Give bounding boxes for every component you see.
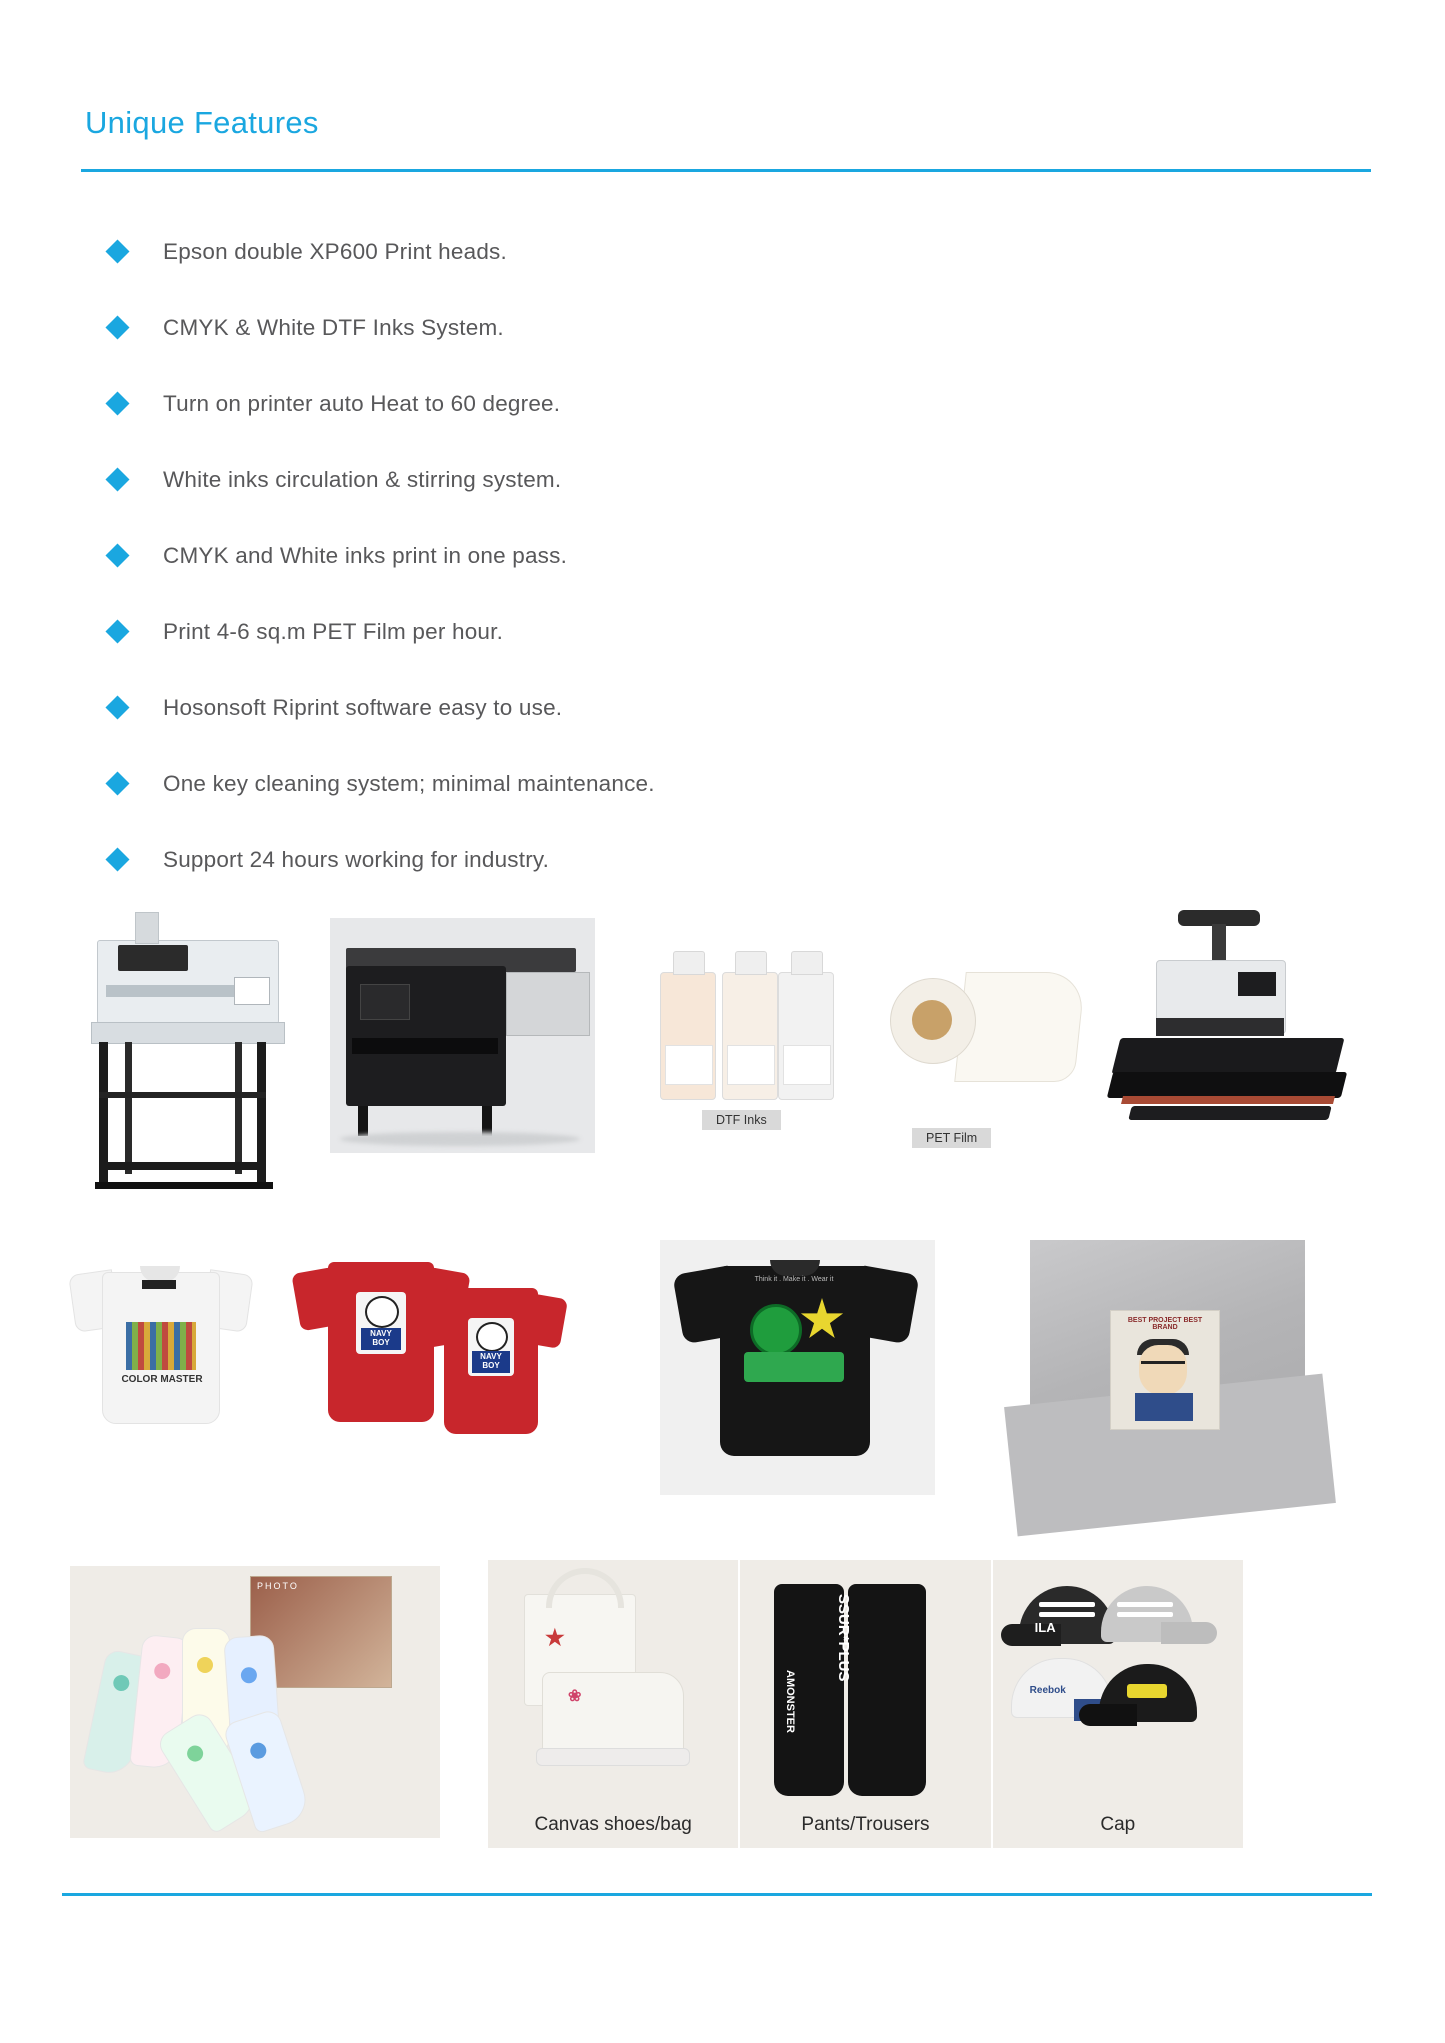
- list-item: [104, 517, 1104, 593]
- diamond-bullet-icon: [105, 847, 129, 871]
- feature-text: CMYK & White DTF Inks System.: [163, 314, 504, 340]
- list-item: [104, 669, 1104, 745]
- panel-canvas-shoes-bag: [488, 1560, 740, 1848]
- oven-feed-slot: [352, 1038, 498, 1054]
- tee-print-graphic: [126, 1322, 196, 1370]
- bottle-label: [783, 1045, 831, 1085]
- diamond-bullet-icon: [105, 315, 129, 339]
- red-t-shirts-sample: [300, 1248, 560, 1463]
- diamond-bullet-icon: [105, 771, 129, 795]
- cap-brim: [1079, 1704, 1137, 1726]
- gallery-row-machines: [0, 910, 1445, 1260]
- printer-stand-leg: [99, 1042, 108, 1182]
- tee-chest-tag: [142, 1280, 176, 1289]
- feature-text: CMYK and White inks print in one pass.: [163, 542, 568, 568]
- flower-print-icon: [112, 1674, 131, 1693]
- accessory-panels: [488, 1560, 1243, 1848]
- flower-print-icon: [197, 1657, 213, 1673]
- tee-print-text: NAVY BOY: [361, 1328, 401, 1350]
- gallery-row-garments: [0, 1240, 1445, 1505]
- feature-text: Support 24 hours working for industry.: [163, 846, 550, 872]
- bag-print-graphic: ★: [545, 1625, 565, 1650]
- dtf-inks-caption: DTF Inks: [702, 1110, 781, 1130]
- oven-shadow: [340, 1132, 580, 1146]
- cap-stripe: [1117, 1602, 1173, 1607]
- grey-hoodie-sample: [1030, 1240, 1305, 1500]
- diamond-bullet-icon: [105, 695, 129, 719]
- diamond-bullet-icon: [105, 239, 129, 263]
- printer-stand-leg: [257, 1042, 266, 1182]
- trouser-print-subtext: AMONSTER: [784, 1670, 797, 1733]
- panel-label: Pants/Trousers: [801, 1814, 930, 1835]
- printer-head-cover: [118, 945, 188, 971]
- tee-print-graphic: [356, 1292, 406, 1354]
- dtf-printer-photo: [85, 910, 290, 1190]
- printer-control-panel: [234, 977, 270, 1005]
- magazine-text: PHOTO: [257, 1581, 299, 1591]
- list-item: [104, 593, 1104, 669]
- panel-label: Cap: [1100, 1814, 1136, 1835]
- print-body-shape: [1135, 1393, 1193, 1421]
- printer-stand-leg: [235, 1042, 242, 1174]
- feature-list: [104, 213, 1104, 897]
- tee-print-text: COLOR MASTER: [121, 1374, 203, 1385]
- diamond-bullet-icon: [105, 467, 129, 491]
- ink-bottle: [660, 972, 716, 1100]
- list-item: [104, 441, 1104, 517]
- oven-output-tray: [506, 972, 590, 1036]
- bag-handle: [546, 1568, 624, 1608]
- diamond-bullet-icon: [105, 619, 129, 643]
- list-item: [104, 745, 1104, 821]
- printer-stand-crossbar: [99, 1162, 266, 1170]
- printer-base: [91, 1022, 285, 1044]
- tee-print-text: NAVY BOY: [472, 1351, 510, 1373]
- press-lower-platen: [1112, 1038, 1345, 1074]
- list-item: [104, 289, 1104, 365]
- panda-face-icon: [476, 1322, 508, 1352]
- printer-top-body: [97, 940, 279, 1024]
- bottle-cap: [735, 951, 767, 975]
- list-item: [104, 213, 1104, 289]
- list-item: [104, 365, 1104, 441]
- bottle-label: [665, 1045, 713, 1085]
- cap-item-dark: [1099, 1664, 1197, 1722]
- pet-film-caption: PET Film: [912, 1128, 991, 1148]
- page-title: Unique Features: [85, 105, 319, 140]
- heat-press-photo: [1108, 910, 1348, 1160]
- print-glasses-icon: [1141, 1361, 1185, 1376]
- white-t-shirt-sample: [80, 1254, 255, 1464]
- trouser-leg: [848, 1584, 926, 1796]
- ink-bottle: [778, 972, 834, 1100]
- diamond-bullet-icon: [105, 391, 129, 415]
- ink-bottle: [722, 972, 778, 1100]
- diamond-bullet-icon: [105, 543, 129, 567]
- header-divider: [81, 169, 1371, 172]
- flower-print-icon: [240, 1667, 257, 1684]
- list-item: [104, 821, 1104, 897]
- cap-print-graphic: [1127, 1684, 1167, 1698]
- film-core: [912, 1000, 952, 1040]
- bottle-cap: [673, 951, 705, 975]
- page-header: [85, 105, 1360, 155]
- black-t-shirt-sample: [660, 1240, 935, 1495]
- powder-shaker-oven-photo: [330, 918, 595, 1153]
- feature-text: One key cleaning system; minimal maintenance.: [163, 770, 655, 796]
- printer-head-mount: [135, 912, 159, 944]
- printer-stand-leg: [125, 1042, 132, 1174]
- feature-text: Turn on printer auto Heat to 60 degree.: [163, 390, 561, 416]
- feature-text: Epson double XP600 Print heads.: [163, 238, 507, 264]
- hoodie-print-graphic: [1110, 1310, 1220, 1430]
- red-tee-small: [420, 1278, 560, 1458]
- pet-film-photo: [890, 952, 1070, 1145]
- press-heat-platen: [1156, 1018, 1284, 1036]
- tee-print-graphic: [750, 1304, 802, 1356]
- cap-stripe: [1039, 1612, 1095, 1617]
- panel-cap: [993, 1560, 1243, 1848]
- flower-print-icon: [153, 1662, 171, 1680]
- press-display: [1238, 972, 1276, 996]
- oven-control-panel: [360, 984, 410, 1020]
- press-arm: [1212, 924, 1226, 964]
- bottle-cap: [791, 951, 823, 975]
- flower-print-icon: [184, 1743, 206, 1765]
- tee-print-graphic: [468, 1318, 514, 1376]
- feature-text: White inks circulation & stirring system.: [163, 466, 562, 492]
- footer-divider: [62, 1893, 1372, 1896]
- hoodie-print-text: BEST PROJECT BEST BRAND: [1127, 1317, 1203, 1331]
- panda-face-icon: [365, 1296, 399, 1328]
- feature-text: Hosonsoft Riprint software easy to use.: [163, 694, 563, 720]
- press-base: [1107, 1072, 1347, 1098]
- gallery-row-accessories: [0, 1560, 1445, 1860]
- panel-label: Canvas shoes/bag: [534, 1814, 692, 1835]
- cap-item-grey: [1101, 1586, 1193, 1642]
- shoe-print-graphic: ❀: [568, 1688, 582, 1705]
- cap-brim: [1161, 1622, 1217, 1644]
- cap-brand-text: Reebok: [1029, 1685, 1066, 1696]
- tee-print-top-text: Think it . Make it . Wear it: [754, 1276, 834, 1283]
- press-foot: [1128, 1106, 1331, 1120]
- oven-leg: [358, 1106, 368, 1136]
- cap-stripe: [1039, 1602, 1095, 1607]
- feature-text: Print 4-6 sq.m PET Film per hour.: [163, 618, 504, 644]
- dtf-inks-photo: [660, 930, 850, 1130]
- flower-print-icon: [248, 1741, 268, 1761]
- shoe-sole: [536, 1748, 690, 1766]
- panel-pants-trousers: [740, 1560, 992, 1848]
- bottle-label: [727, 1045, 775, 1085]
- printer-stand-foot: [95, 1182, 273, 1189]
- tee-print-banner: [744, 1352, 844, 1382]
- printed-socks-sample: [70, 1566, 440, 1838]
- trouser-print-text: SSUR*PLUS: [835, 1594, 853, 1682]
- printer-stand-crossbar: [99, 1092, 266, 1098]
- cap-brand-text: ILA: [1034, 1620, 1056, 1635]
- cap-stripe: [1117, 1612, 1173, 1617]
- press-base-accent: [1121, 1096, 1335, 1104]
